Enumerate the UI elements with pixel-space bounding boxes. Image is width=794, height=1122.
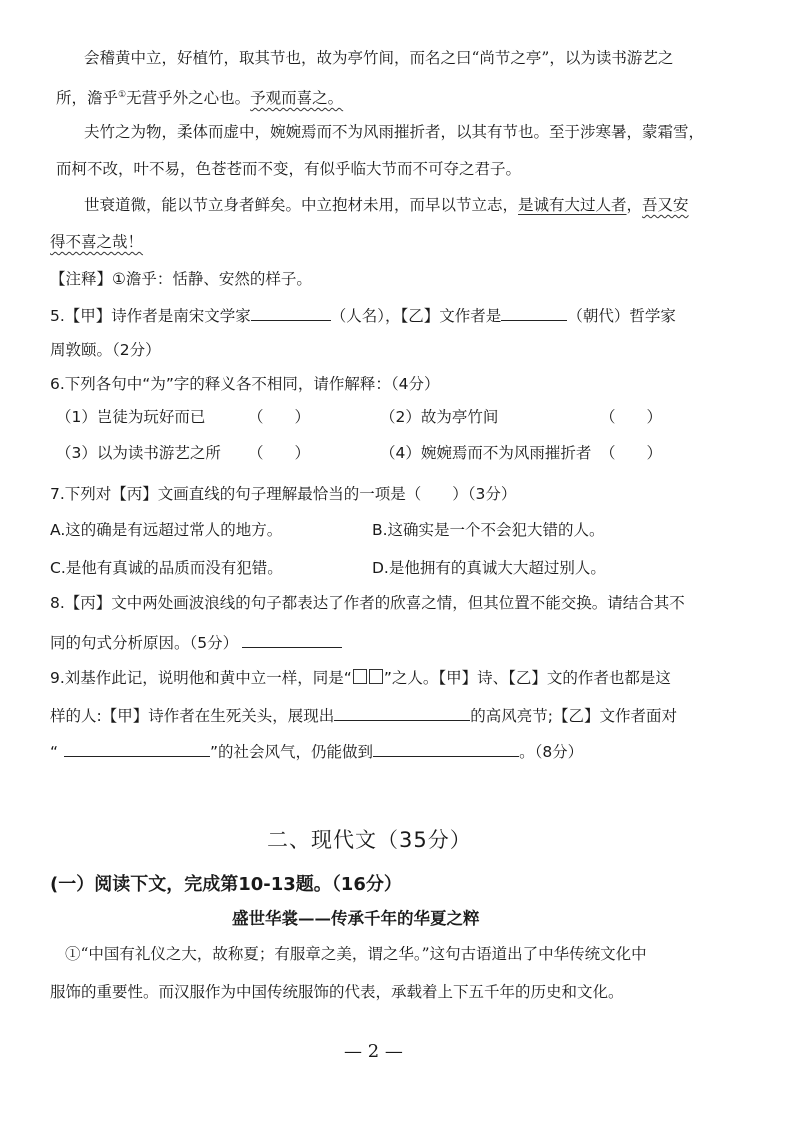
passage-line — [50, 235, 143, 251]
answer-parens[interactable]: （ ） — [248, 444, 311, 462]
question-5: 5.【甲】诗作者是南宋文学家 （人名），【乙】文作者是 （朝代）哲学家 — [50, 307, 676, 325]
footnote-marker: ① — [118, 90, 127, 100]
article-paragraph: ①“中国有礼仪之大，故称夏；有服章之美，谓之华。”这句古语道出了中华传统文化中 — [65, 945, 647, 963]
passage-line: 会稽黄中立，好植竹，取其节也，故为亭竹间，而名之曰“尚节之亭”，以为读书游艺之 — [84, 49, 674, 67]
answer-parens[interactable]: （ ） — [600, 444, 663, 462]
answer-blank[interactable] — [501, 306, 567, 321]
answer-blank[interactable] — [64, 742, 210, 757]
wavy-underlined-sentence: 吾又安 — [642, 196, 689, 214]
question-7: 7.下列对【丙】文画直线的句子理解最恰当的一项是（ ）（3分） — [50, 485, 517, 503]
answer-blank[interactable] — [242, 633, 342, 648]
question-8: 8.【丙】文中两处画波浪线的句子都表达了作者的欣喜之情，但其位置不能交换。请结合其不 — [50, 594, 685, 612]
footnote: 【注释】①澹乎：恬静、安然的样子。 — [50, 270, 312, 288]
option-b[interactable]: B.这确实是一个不会犯大错的人。 — [372, 521, 605, 539]
wavy-underlined-sentence: 予观而喜之。 — [250, 89, 344, 108]
option-c[interactable]: C.是他有真诚的品质而没有犯错。 — [50, 559, 283, 577]
passage-line: 世衰道微，能以节立身者鲜矣。中立抱材未用，而早以节立志，是诚有大过人者，吾又安 — [84, 196, 689, 214]
page-number: — 2 — — [344, 1041, 403, 1062]
article-paragraph: 服饰的重要性。而汉服作为中国传统服饰的代表，承载着上下五千年的历史和文化。 — [50, 983, 624, 1001]
option-d[interactable]: D.是他拥有的真诚大大超过别人。 — [372, 559, 606, 577]
blank-box[interactable] — [353, 669, 367, 684]
passage-line: 夫竹之为物，柔体而虚中，婉婉焉而不为风雨摧折者，以其有节也。至于涉寒暑，蒙霜雪， — [84, 123, 705, 141]
question-9: 9.刘基作此记，说明他和黄中立一样，同是“ ”之人。【甲】诗、【乙】文的作者也都是这 — [50, 669, 671, 687]
option-a[interactable]: A.这的确是有远超过常人的地方。 — [50, 521, 283, 539]
question-9-cont: 样的人:【甲】诗作者在生死关头，展现出 的高风亮节;【乙】文作者面对 — [50, 707, 677, 725]
answer-parens[interactable]: （ ） — [248, 408, 311, 426]
article-title: 盛世华裳——传承千年的华夏之粹 — [232, 909, 480, 928]
wavy-underlined-sentence: 得不喜之哉！ — [50, 233, 144, 251]
straight-underlined-sentence: 是诚有大过人者 — [518, 196, 627, 214]
question-6-item: （1）岂徒为玩好而已 — [56, 408, 206, 426]
answer-blank[interactable] — [251, 306, 331, 321]
question-6-item: （4）婉婉焉而不为风雨摧折者 — [380, 444, 592, 462]
question-9-cont: “ ”的社会风气，仍能做到 。（8分） — [50, 743, 584, 761]
passage-line: 所，澹乎①无营乎外之心也。予观而喜之。 — [56, 89, 344, 108]
section-heading: 二、现代文（35分） — [267, 828, 472, 852]
question-5-cont: 周敦颐。（2分） — [50, 341, 161, 359]
answer-parens[interactable]: （ ） — [600, 408, 663, 426]
answer-blank[interactable] — [334, 706, 470, 721]
question-6: 6.下列各句中“为”字的释义各不相同，请作解释：（4分） — [50, 375, 440, 393]
question-6-item: （3）以为读书游艺之所 — [56, 444, 221, 462]
answer-blank[interactable] — [373, 742, 519, 757]
question-8-cont: 同的句式分析原因。（5分） — [50, 633, 342, 652]
question-6-item: （2）故为亭竹间 — [380, 408, 499, 426]
part-heading: (一）阅读下文，完成第10-13题。（16分） — [50, 874, 402, 895]
passage-line: 而柯不改，叶不易，色苍苍而不变，有似乎临大节而不可夺之君子。 — [56, 160, 522, 178]
blank-box[interactable] — [369, 669, 383, 684]
